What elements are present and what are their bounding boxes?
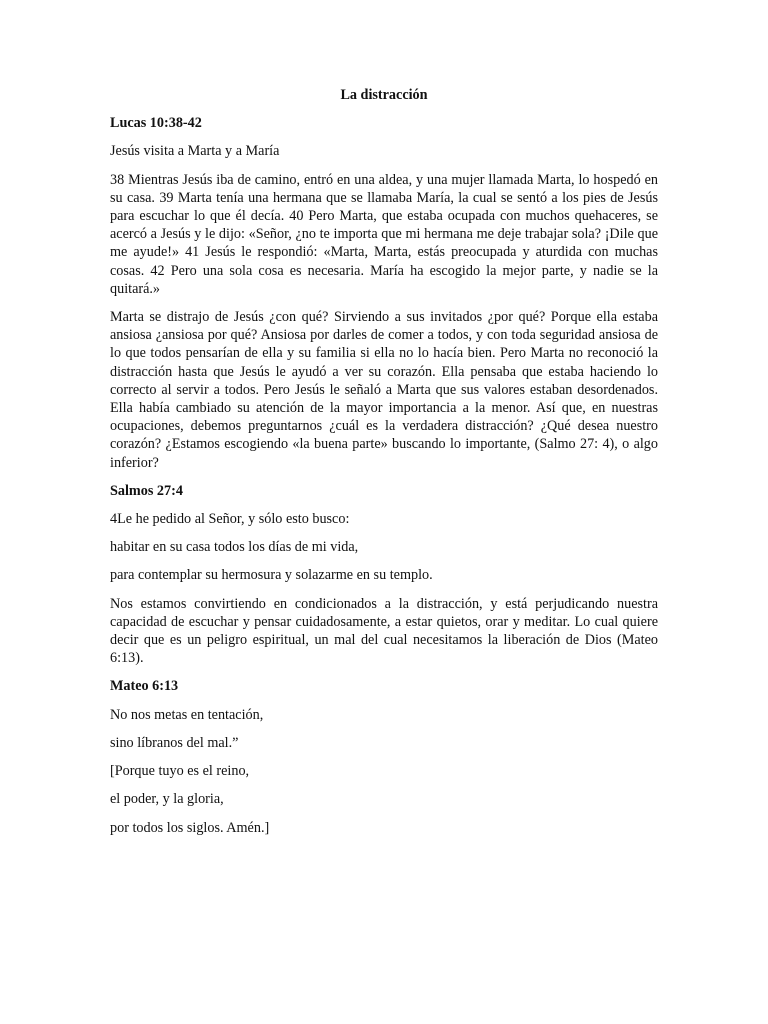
verse-line: [Porque tuyo es el reino,: [110, 763, 250, 780]
commentary-paragraph-distraction: Nos estamos convirtiendo en condicionados a la distracción, y está perjudicando nuestra capacidad de escuchar y pensar cuidadosamente, a estar quietos, orar y meditar. Lo cual quiere decir que es un peligro espiritual, un mal del cual necesitamos la liberación de Dios (Mateo 6:13).: [110, 595, 658, 667]
verse-line: por todos los siglos. Amén.]: [110, 819, 270, 836]
commentary-paragraph-marta: Marta se distrajo de Jesús ¿con qué? Sirviendo a sus invitados ¿por qué? Porque ella estaba ansiosa ¿ansiosa por qué? Ansiosa por darles de comer a todos, y con toda seguridad ansiosa de lo que todos pensarían de ella y su familia si ella no lo hacía bien. Pero Marta no reconoció la distracción hasta que Jesús le ayudó a ver su corazón. Ella pensaba que estaba haciendo lo correcto al servir a todos. Pero Jesús le señaló a Marta que sus valores estaban desordenados. Ella había cambiado su atención de la mayor importancia a la menor. Así que, en nuestras ocupaciones, debemos preguntarnos ¿cuál es la verdadera distracción? ¿Qué desea nuestro corazón? ¿Estamos escogiendo «la buena parte» buscando lo importante, (Salmo 27: 4), o algo inferior?: [110, 309, 658, 471]
verse-line: No nos metas en tentación,: [110, 706, 264, 723]
verse-line: sino líbranos del mal.”: [110, 734, 239, 751]
section-heading-mateo: Mateo 6:13: [110, 678, 179, 695]
document-page: [110, 86, 658, 847]
verse-line: habitar en su casa todos los días de mi vida,: [110, 539, 359, 556]
verse-line: 4Le he pedido al Señor, y sólo esto busco:: [110, 511, 350, 528]
section-subtitle-lucas: Jesús visita a Marta y a María: [110, 143, 280, 160]
verse-line: el poder, y la gloria,: [110, 791, 224, 808]
scripture-passage-lucas: 38 Mientras Jesús iba de camino, entró en una aldea, y una mujer llamada Marta, lo hospedó en su casa. 39 Marta tenía una hermana que se llamaba María, la cual se sentó a los pies de Jesús para escuchar lo que él decía. 40 Pero Marta, que estaba ocupada con muchos quehaceres, se acercó a Jesús y le dijo: «Señor, ¿no te importa que mi hermana me deje trabajar sola? ¡Dile que me ayude!» 41 Jesús le respondió: «Marta, Marta, estás preocupada y aturdida con muchas cosas. 42 Pero una sola cosa es necesaria. María ha escogido la mejor parte, y nadie se la quitará.»: [110, 171, 658, 297]
section-heading-lucas: Lucas 10:38-42: [110, 115, 202, 132]
section-heading-salmos: Salmos 27:4: [110, 482, 183, 499]
document-title: La distracción: [340, 87, 428, 103]
verse-line: para contemplar su hermosura y solazarme en su templo.: [110, 567, 433, 584]
